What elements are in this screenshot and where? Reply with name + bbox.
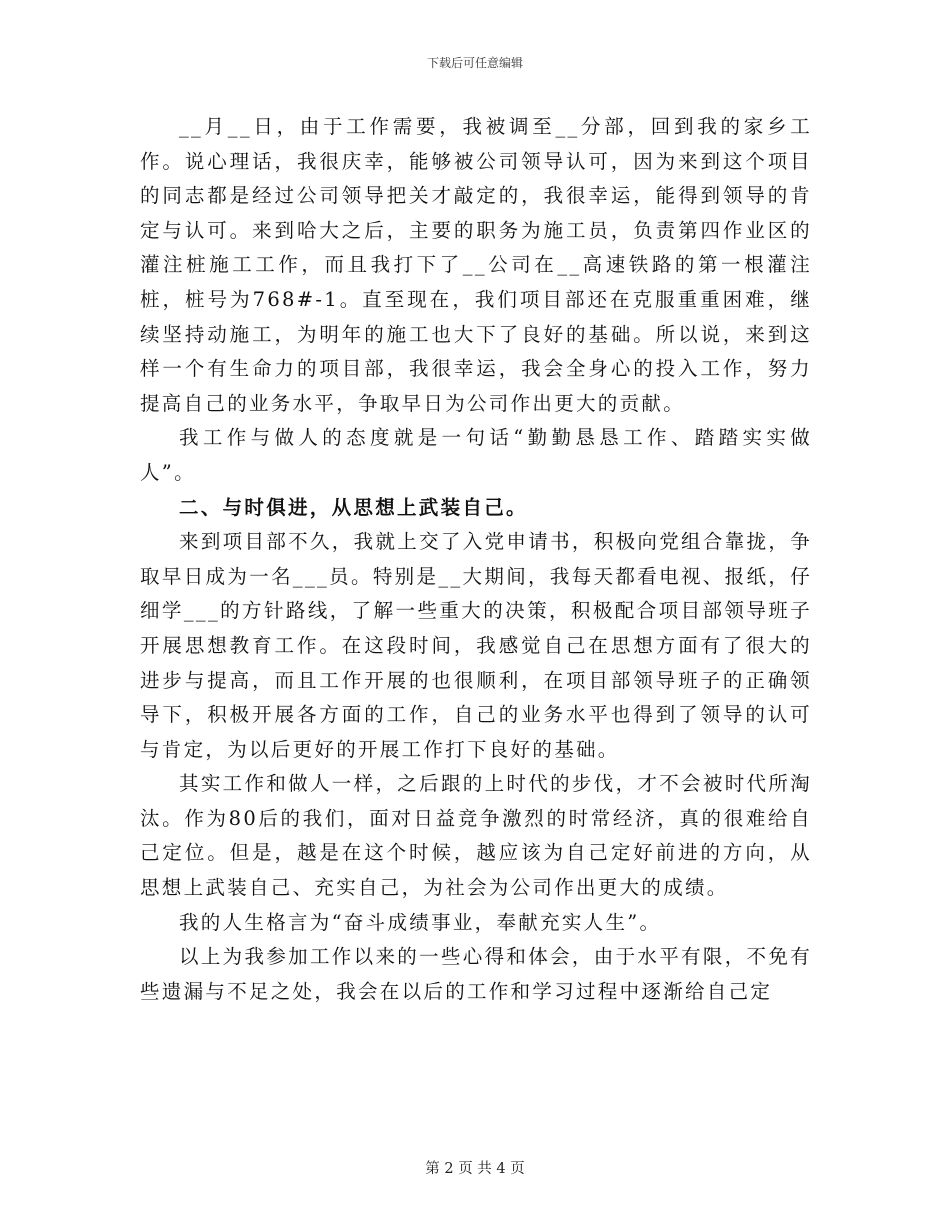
paragraph: 以上为我参加工作以来的一些心得和体会，由于水平有限，不免有些遗漏与不足之处，我会在以后的工作和学习过程中逐渐给自己定 <box>140 945 812 1003</box>
section-heading: 二、与时俱进，从思想上武装自己。 <box>179 495 528 519</box>
page-header: 下载后可任意编辑 <box>426 56 523 70</box>
paragraph: __月__日，由于工作需要，我被调至__分部，回到我的家乡工作。说心理话，我很庆幸，能够被公司领导认可，因为来到这个项目的同志都是经过公司领导把关才敲定的，我很幸运，能得到领导的肯定与认可。来到哈大之后，主要的职务为施工员，负责第四作业区的灌注桩施工工作，而且我打下了__公司在__高速铁路的第一根灌注桩，桩号为768#-1。直至现在，我们项目部还在克服重重困难，继续坚持动施工，为明年的施工也大下了良好的基础。所以说，来到这样一个有生命力的项目部，我很幸运，我会全身心的投入工作，努力提高自己的业务水平，争取早日为公司作出更大的贡献。 <box>140 115 812 415</box>
paragraph: 我工作与做人的态度就是一句话“勤勤恳恳工作、踏踏实实做人”。 <box>140 426 812 484</box>
document-body <box>140 110 812 1009</box>
page-number: 第 2 页 共 4 页 <box>425 1161 525 1177</box>
paragraph: 我的人生格言为“奋斗成绩事业，奉献充实人生”。 <box>179 910 662 934</box>
paragraph: 来到项目部不久，我就上交了入党申请书，积极向党组合靠拢，争取早日成为一名___员。特别是__大期间，我每天都看电视、报纸，仔细学___的方针路线，了解一些重大的决策，积极配合项目部领导班子开展思想教育工作。在这段时间，我感觉自己在思想方面有了很大的进步与提高，而且工作开展的也很顺利，在项目部领导班子的正确领导下，积极开展各方面的工作，自己的业务水平也得到了领导的认可与肯定，为以后更好的开展工作打下良好的基础。 <box>140 530 812 761</box>
paragraph: 其实工作和做人一样，之后跟的上时代的步伐，才不会被时代所淘汰。作为80后的我们，面对日益竞争激烈的时常经济，真的很难给自己定位。但是，越是在这个时候，越应该为自己定好前进的方向，从思想上武装自己、充实自己，为社会为公司作出更大的成绩。 <box>140 772 812 900</box>
